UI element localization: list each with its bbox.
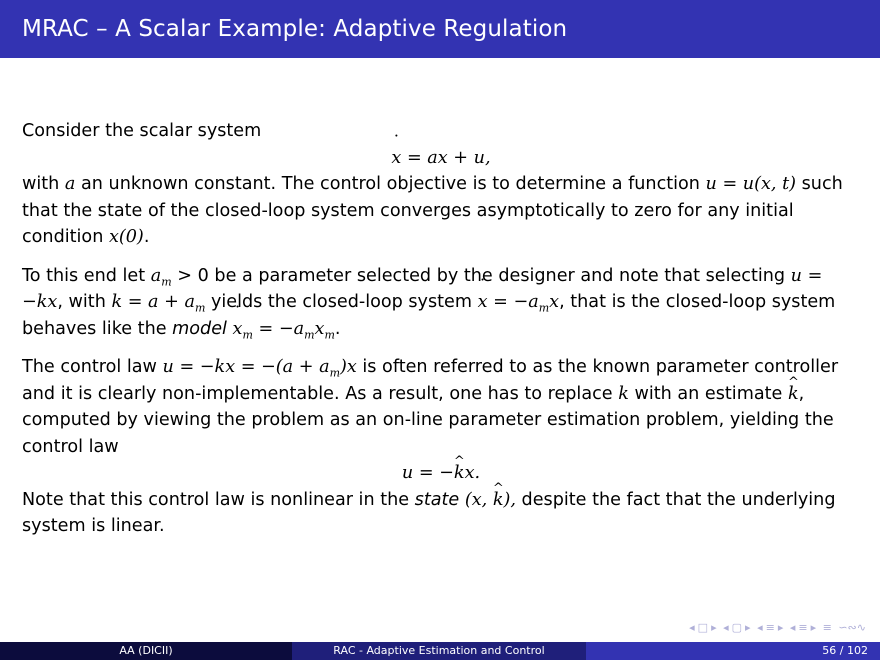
equation-control-law: u = −^ kx. [22,460,860,487]
nav-toc-icon[interactable]: ≡ [822,621,832,634]
footer-author: AA (DICII) [0,642,292,660]
paragraph-control-law: The control law $u = -kx = -(a + a_m)x$ is often referred to as the known parameter controller and it is clearly non-implementable. As a result, one has to replace k with an estimate ^ k, computed by viewing the problem as an on-line parameter estimation problem, yielding the control law [22,354,860,460]
nav-frame-prev-icon[interactable]: ◂ [689,621,695,634]
slide-header [0,0,880,58]
nav-search-icon[interactable]: ∽∾∿ [838,621,866,634]
nav-section-icon[interactable]: ≡ [765,621,775,634]
nav-doc-icon[interactable]: ≡ [798,621,808,634]
nav-subsection-next-icon[interactable]: ▸ [745,621,751,634]
nav-doc-next-icon[interactable]: ▸ [810,621,817,634]
footer-page-number: 56 / 102 [586,642,880,660]
paragraph-intro: Consider the scalar system [22,121,262,141]
paragraph-design: To this end let $a_m > 0$ be a parameter selected by the designer and note that selecting u = −kx, with $k = a + a_m$ yields the closed-loop system ˙ $x = -a_mx$, that is the closed-loop system behaves like the model ˙ $x_m = -a_mx_m$. [22,263,860,343]
nav-frame-icon[interactable]: □ [697,621,709,634]
nav-subsection-icon[interactable]: ▢ [731,621,743,634]
slide-footer [0,642,880,660]
nav-section-prev-icon[interactable]: ◂ [757,621,763,634]
nav-section-next-icon[interactable]: ▸ [777,621,784,634]
slide-title: MRAC – A Scalar Example: Adaptive Regulation [22,16,568,42]
beamer-navigation[interactable] [686,621,866,634]
paragraph-nonlinear: Note that this control law is nonlinear in the state (x, ^ k), despite the fact that the underlying system is linear. [22,487,860,540]
nav-frame-next-icon[interactable]: ▸ [711,621,717,634]
paragraph-objective: with a an unknown constant. The control objective is to determine a function u = u(x, t) such that the state of the closed-loop system converges asymptotically to zero for any initial condition x(0). [22,174,843,247]
slide-body [22,118,860,540]
equation-system: ˙ x = ax + u, [22,145,860,172]
nav-subsection-prev-icon[interactable]: ◂ [723,621,729,634]
nav-doc-prev-icon[interactable]: ◂ [789,621,796,634]
footer-title: RAC - Adaptive Estimation and Control [292,642,586,660]
